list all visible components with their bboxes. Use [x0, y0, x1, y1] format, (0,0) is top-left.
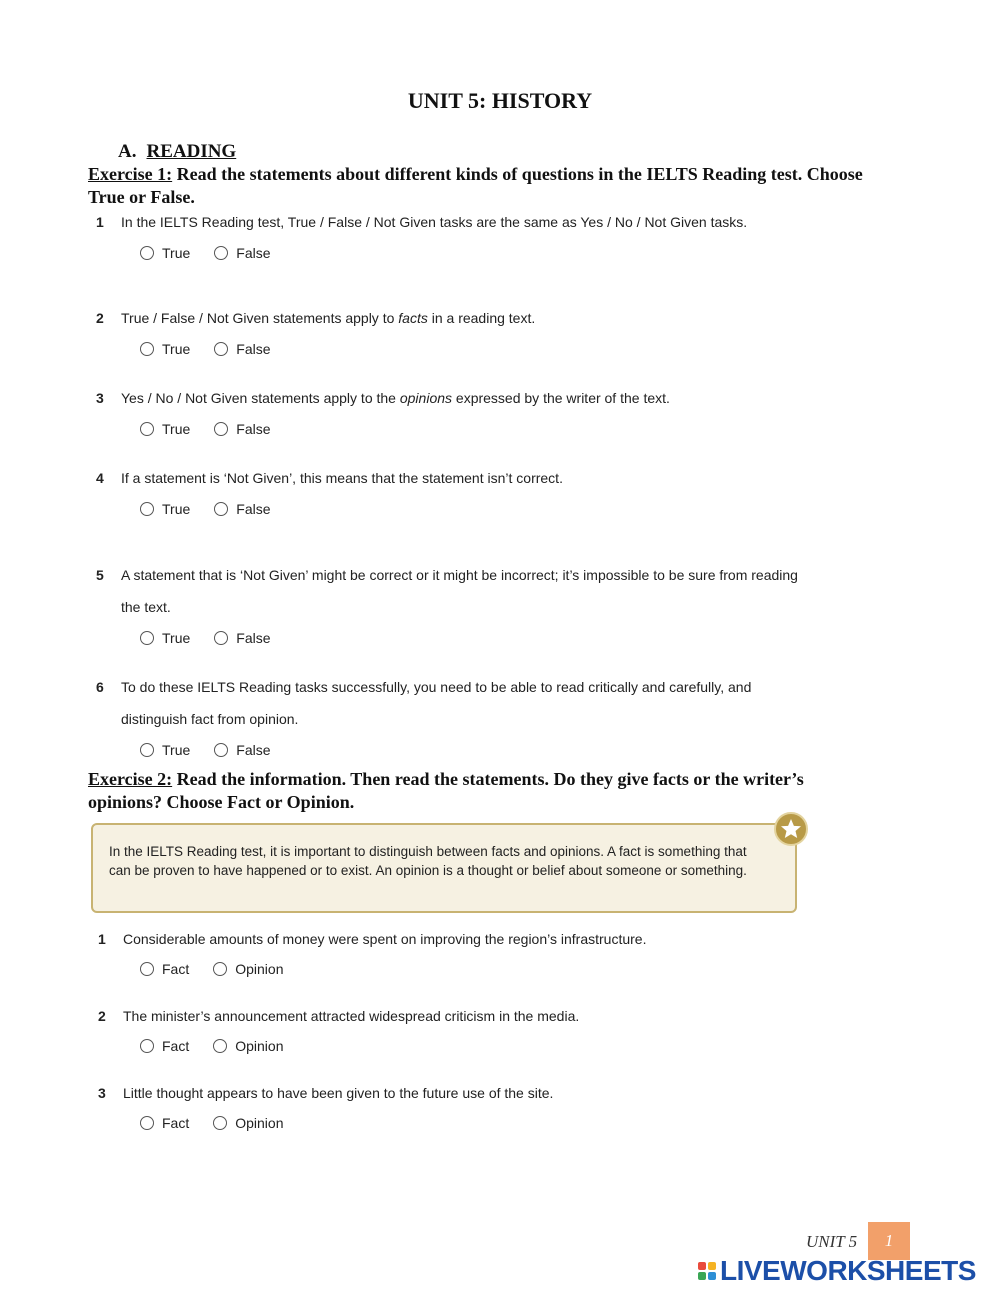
- option-true[interactable]: [140, 245, 190, 261]
- option-false[interactable]: [214, 630, 270, 646]
- question-text: A statement that is ‘Not Given’ might be correct or it might be incorrect; it’s impossible to be sure from reading the text.: [121, 567, 798, 615]
- unit-title: UNIT 5: HISTORY: [407, 88, 593, 113]
- section-heading: [118, 141, 236, 163]
- question-text: To do these IELTS Reading tasks successfully, you need to be able to read critically and carefully, and distinguish fact from opinion.: [121, 679, 752, 727]
- ex1-q1-options: [140, 245, 295, 261]
- ex1-q3-options: [140, 421, 295, 437]
- option-label: False: [236, 245, 271, 261]
- question-text-part: in a reading text.: [427, 310, 536, 326]
- option-label: Fact: [162, 1115, 190, 1131]
- option-label: False: [236, 630, 271, 646]
- footer-unit: UNIT 5: [806, 1232, 858, 1251]
- page-number: 1: [868, 1222, 910, 1260]
- exercise1-label: Exercise 1:: [88, 164, 173, 184]
- option-label: True: [162, 501, 191, 517]
- radio-button[interactable]: [213, 962, 227, 976]
- question-text: The minister’s announcement attracted widespread criticism in the media.: [123, 1008, 580, 1024]
- question-number: 3: [98, 1085, 106, 1101]
- option-opinion[interactable]: [213, 1115, 283, 1131]
- radio-button[interactable]: [213, 1039, 227, 1053]
- option-false[interactable]: [214, 501, 270, 517]
- option-label: Opinion: [235, 1038, 284, 1054]
- ex2-q3-options: [140, 1115, 308, 1131]
- option-opinion[interactable]: [213, 961, 283, 977]
- radio-button[interactable]: [140, 743, 154, 757]
- section-name: READING: [146, 141, 237, 162]
- radio-button[interactable]: [214, 422, 228, 436]
- ex2-q2-options: [140, 1038, 308, 1054]
- question-text: Considerable amounts of money were spent on improving the region’s infrastructure.: [123, 931, 647, 947]
- question-number: 2: [98, 1008, 106, 1024]
- radio-button[interactable]: [214, 743, 228, 757]
- option-true[interactable]: [140, 630, 190, 646]
- logo-text: LIVEWORKSHEETS: [720, 1255, 976, 1286]
- question-number: 4: [96, 470, 104, 486]
- option-label: True: [162, 421, 191, 437]
- radio-button[interactable]: [140, 1039, 154, 1053]
- radio-button[interactable]: [140, 342, 154, 356]
- question-text-part: Yes / No / Not Given statements apply to the: [121, 390, 400, 406]
- question-number: 3: [96, 390, 104, 406]
- option-label: Opinion: [235, 1115, 284, 1131]
- question-text-emphasis: facts: [398, 310, 428, 326]
- option-false[interactable]: [214, 341, 270, 357]
- question-text: [121, 382, 821, 414]
- option-label: False: [236, 742, 271, 758]
- question-number: 2: [96, 310, 104, 326]
- option-opinion[interactable]: [213, 1038, 283, 1054]
- radio-button[interactable]: [214, 631, 228, 645]
- option-true[interactable]: [140, 742, 190, 758]
- exercise1-instruction: [88, 163, 888, 209]
- star-icon-shape: [779, 817, 803, 841]
- option-true[interactable]: [140, 421, 190, 437]
- ex1-q6-options: [140, 742, 295, 758]
- section-letter: A.: [118, 141, 137, 162]
- option-label: Fact: [162, 1038, 190, 1054]
- option-fact[interactable]: [140, 1115, 189, 1131]
- ex1-q2-options: [140, 341, 295, 357]
- option-label: False: [236, 501, 271, 517]
- option-false[interactable]: [214, 742, 270, 758]
- question-number: 1: [98, 931, 106, 947]
- exercise2-instruction: [88, 768, 878, 814]
- option-label: Fact: [162, 961, 190, 977]
- option-label: True: [162, 341, 191, 357]
- option-label: Opinion: [235, 961, 284, 977]
- radio-button[interactable]: [214, 502, 228, 516]
- option-false[interactable]: [214, 421, 270, 437]
- question-number: 1: [96, 214, 104, 230]
- exercise1-instruction-text: Read the statements about different kinds of questions in the IELTS Reading test. Choose True or False.: [88, 164, 863, 207]
- star-icon: [774, 812, 808, 846]
- option-label: True: [162, 742, 191, 758]
- info-box: In the IELTS Reading test, it is important to distinguish between facts and opinions. A fact is something that can be proven to have happened or to exist. An opinion is a thought or belief about someone or something.: [91, 823, 797, 913]
- question-text-part: True / False / Not Given statements apply to: [121, 310, 399, 326]
- option-label: True: [162, 630, 191, 646]
- radio-button[interactable]: [140, 502, 154, 516]
- radio-button[interactable]: [214, 342, 228, 356]
- option-label: True: [162, 245, 191, 261]
- question-text-part: expressed by the writer of the text.: [452, 390, 670, 406]
- radio-button[interactable]: [140, 962, 154, 976]
- exercise2-label: Exercise 2:: [88, 769, 173, 789]
- option-true[interactable]: [140, 501, 190, 517]
- radio-button[interactable]: [213, 1116, 227, 1130]
- option-false[interactable]: [214, 245, 270, 261]
- liveworksheets-logo[interactable]: [698, 1255, 976, 1287]
- radio-button[interactable]: [214, 246, 228, 260]
- liveworksheets-logo-icon: [698, 1262, 716, 1280]
- question-text: If a statement is ‘Not Given’, this means that the statement isn’t correct.: [121, 470, 563, 486]
- option-label: False: [236, 421, 271, 437]
- ex2-q1-options: [140, 961, 308, 977]
- question-number: 5: [96, 567, 104, 583]
- question-text: In the IELTS Reading test, True / False / Not Given tasks are the same as Yes / No / Not Given tasks.: [121, 214, 748, 230]
- radio-button[interactable]: [140, 246, 154, 260]
- ex1-q5-options: [140, 630, 295, 646]
- radio-button[interactable]: [140, 1116, 154, 1130]
- question-number: 6: [96, 679, 104, 695]
- question-text: Little thought appears to have been given to the future use of the site.: [123, 1085, 554, 1101]
- question-text: [121, 302, 821, 334]
- exercise2-instruction-text: Read the information. Then read the statements. Do they give facts or the writer’s opinions? Choose Fact or Opinion.: [88, 769, 804, 812]
- option-true[interactable]: [140, 341, 190, 357]
- ex1-q4-options: [140, 501, 295, 517]
- option-fact[interactable]: [140, 961, 189, 977]
- radio-button[interactable]: [140, 631, 154, 645]
- question-text-emphasis: opinions: [399, 390, 453, 406]
- option-label: False: [236, 341, 271, 357]
- radio-button[interactable]: [140, 422, 154, 436]
- option-fact[interactable]: [140, 1038, 189, 1054]
